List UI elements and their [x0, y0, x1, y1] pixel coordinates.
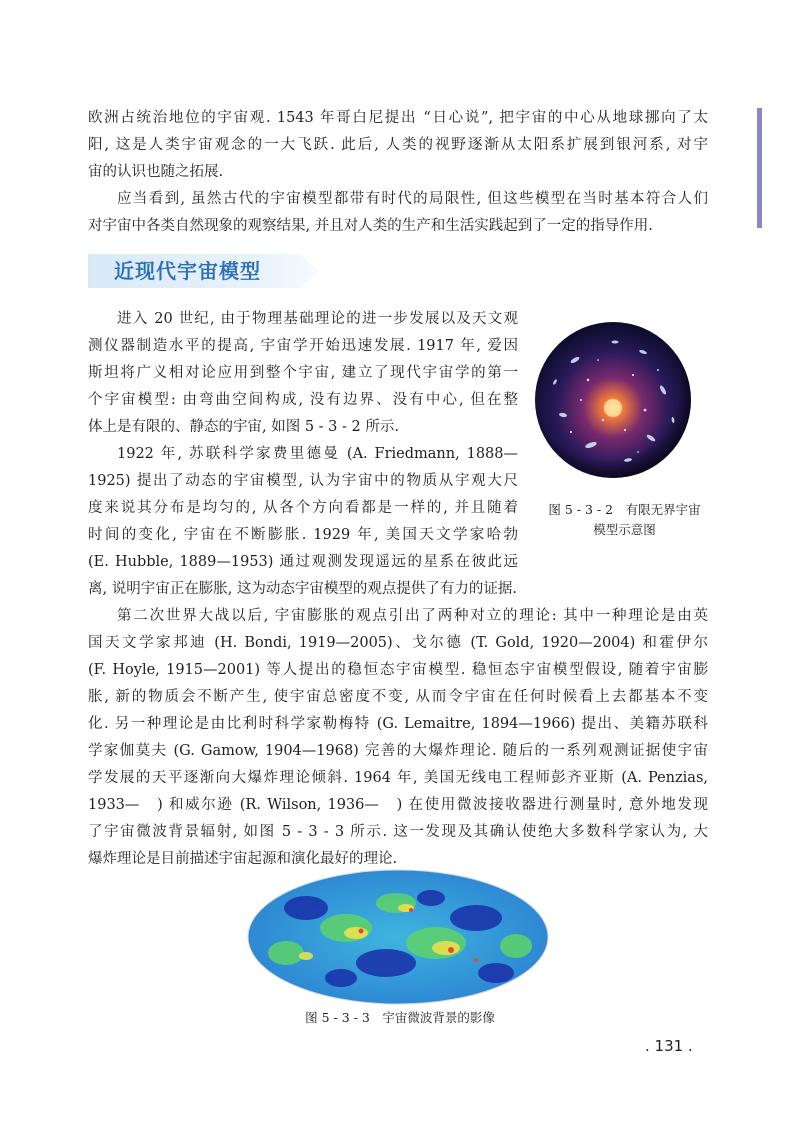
paragraph: 欧洲占统治地位的宇宙观. 1543 年哥白尼提出 “日心说”, 把宇宙的中心从地球挪向了太 阳, 这是人类宇宙观念的一大飞跃. 此后, 人类的视野逐渐从太阳系扩展到银河系, 对宇 宙的认识也随之拓展. [88, 110, 708, 180]
section-title: 近现代宇宙模型 [114, 259, 261, 283]
margin-color-bar [757, 108, 762, 228]
universe-model-figure [533, 320, 693, 480]
figure-caption: 图 5 - 3 - 3 宇宙微波背景的影像 [305, 1010, 495, 1025]
section-heading [88, 252, 318, 290]
figure-caption: 图 5 - 3 - 2 有限无界宇宙 模型示意图 [548, 502, 701, 537]
paragraph: 第二次世界大战以后, 宇宙膨胀的观点引出了两种对立的理论: 其中一种理论是由英 国天文学家邦迪 (H. Bondi, 1919—2005)、戈尔德 (T. Gold, 1920—2004) 和霍伊尔 (F. Hoyle, 1915—2001) 等人提出的稳恒态宇宙模型. 稳恒态宇宙模型假设, 随着宇宙膨 胀, 新的物质会不断产生, 使宇宙总密度不变, 从而令宇宙在任何时候看上去都基本不变 化. 另一种理论是由比利时科学家勒梅特 (G. Lemaitre, 1894—1966) 提出、美籍苏联科 学家伽莫夫 (G. Gamow, 1904—1968) 完善的大爆炸理论. 随后的一系列观测证据使宇宙 学发展的天平逐渐向大爆炸理论倾斜. 1964 年, 美国无线电工程师彭齐亚斯 (A. Penzias, 1933— ) 和威尔逊 (R. Wilson, 1936— ) 在使用微波接收器进行测量时, 意外地发现 了宇宙微波背景辐射, 如图 5 - 3 - 3 所示. 这一发现及其确认使绝大多数科学家认为, 大 爆炸理论是目前描述宇宙起源和演化最好的理论. [88, 608, 708, 867]
page-number: . 131 . [645, 1037, 693, 1055]
paragraph: 进入 20 世纪, 由于物理基础理论的进一步发展以及天文观 测仪器制造水平的提高, 宇宙学开始迅速发展. 1917 年, 爱因 斯坦将广义相对论应用到整个宇宙, 建立了现代宇宙学的第一 个宇宙模型: 由弯曲空间构成, 没有边界、没有中心, 但在整 体上是有限的、静态的宇宙, 如图 5 - 3 - 2 所示. [88, 311, 518, 435]
paragraph: 1922 年, 苏联科学家费里德曼 (A. Friedmann, 1888— 1925) 提出了动态的宇宙模型, 认为宇宙中的物质从宇观大尺 度来说其分布是均匀的, 从各个方向看都是一样的, 并且随着 时间的变化, 宇宙在不断膨胀. 1929 年, 美国天文学家哈勃 (E. Hubble, 1889—1953) 通过观测发现遥远的星系在彼此远 [88, 446, 518, 570]
paragraph: 应当看到, 虽然古代的宇宙模型都带有时代的局限性, 但这些模型在当时基本符合人们 对宇宙中各类自然现象的观察结果, 并且对人类的生产和生活实践起到了一定的指导作用. [88, 191, 708, 234]
paragraph-continuation: 离, 说明宇宙正在膨胀, 这为动态宇宙模型的观点提供了有力的证据. [88, 581, 518, 597]
margin-decoration [761, 248, 769, 358]
cmb-map-figure [246, 868, 550, 1006]
